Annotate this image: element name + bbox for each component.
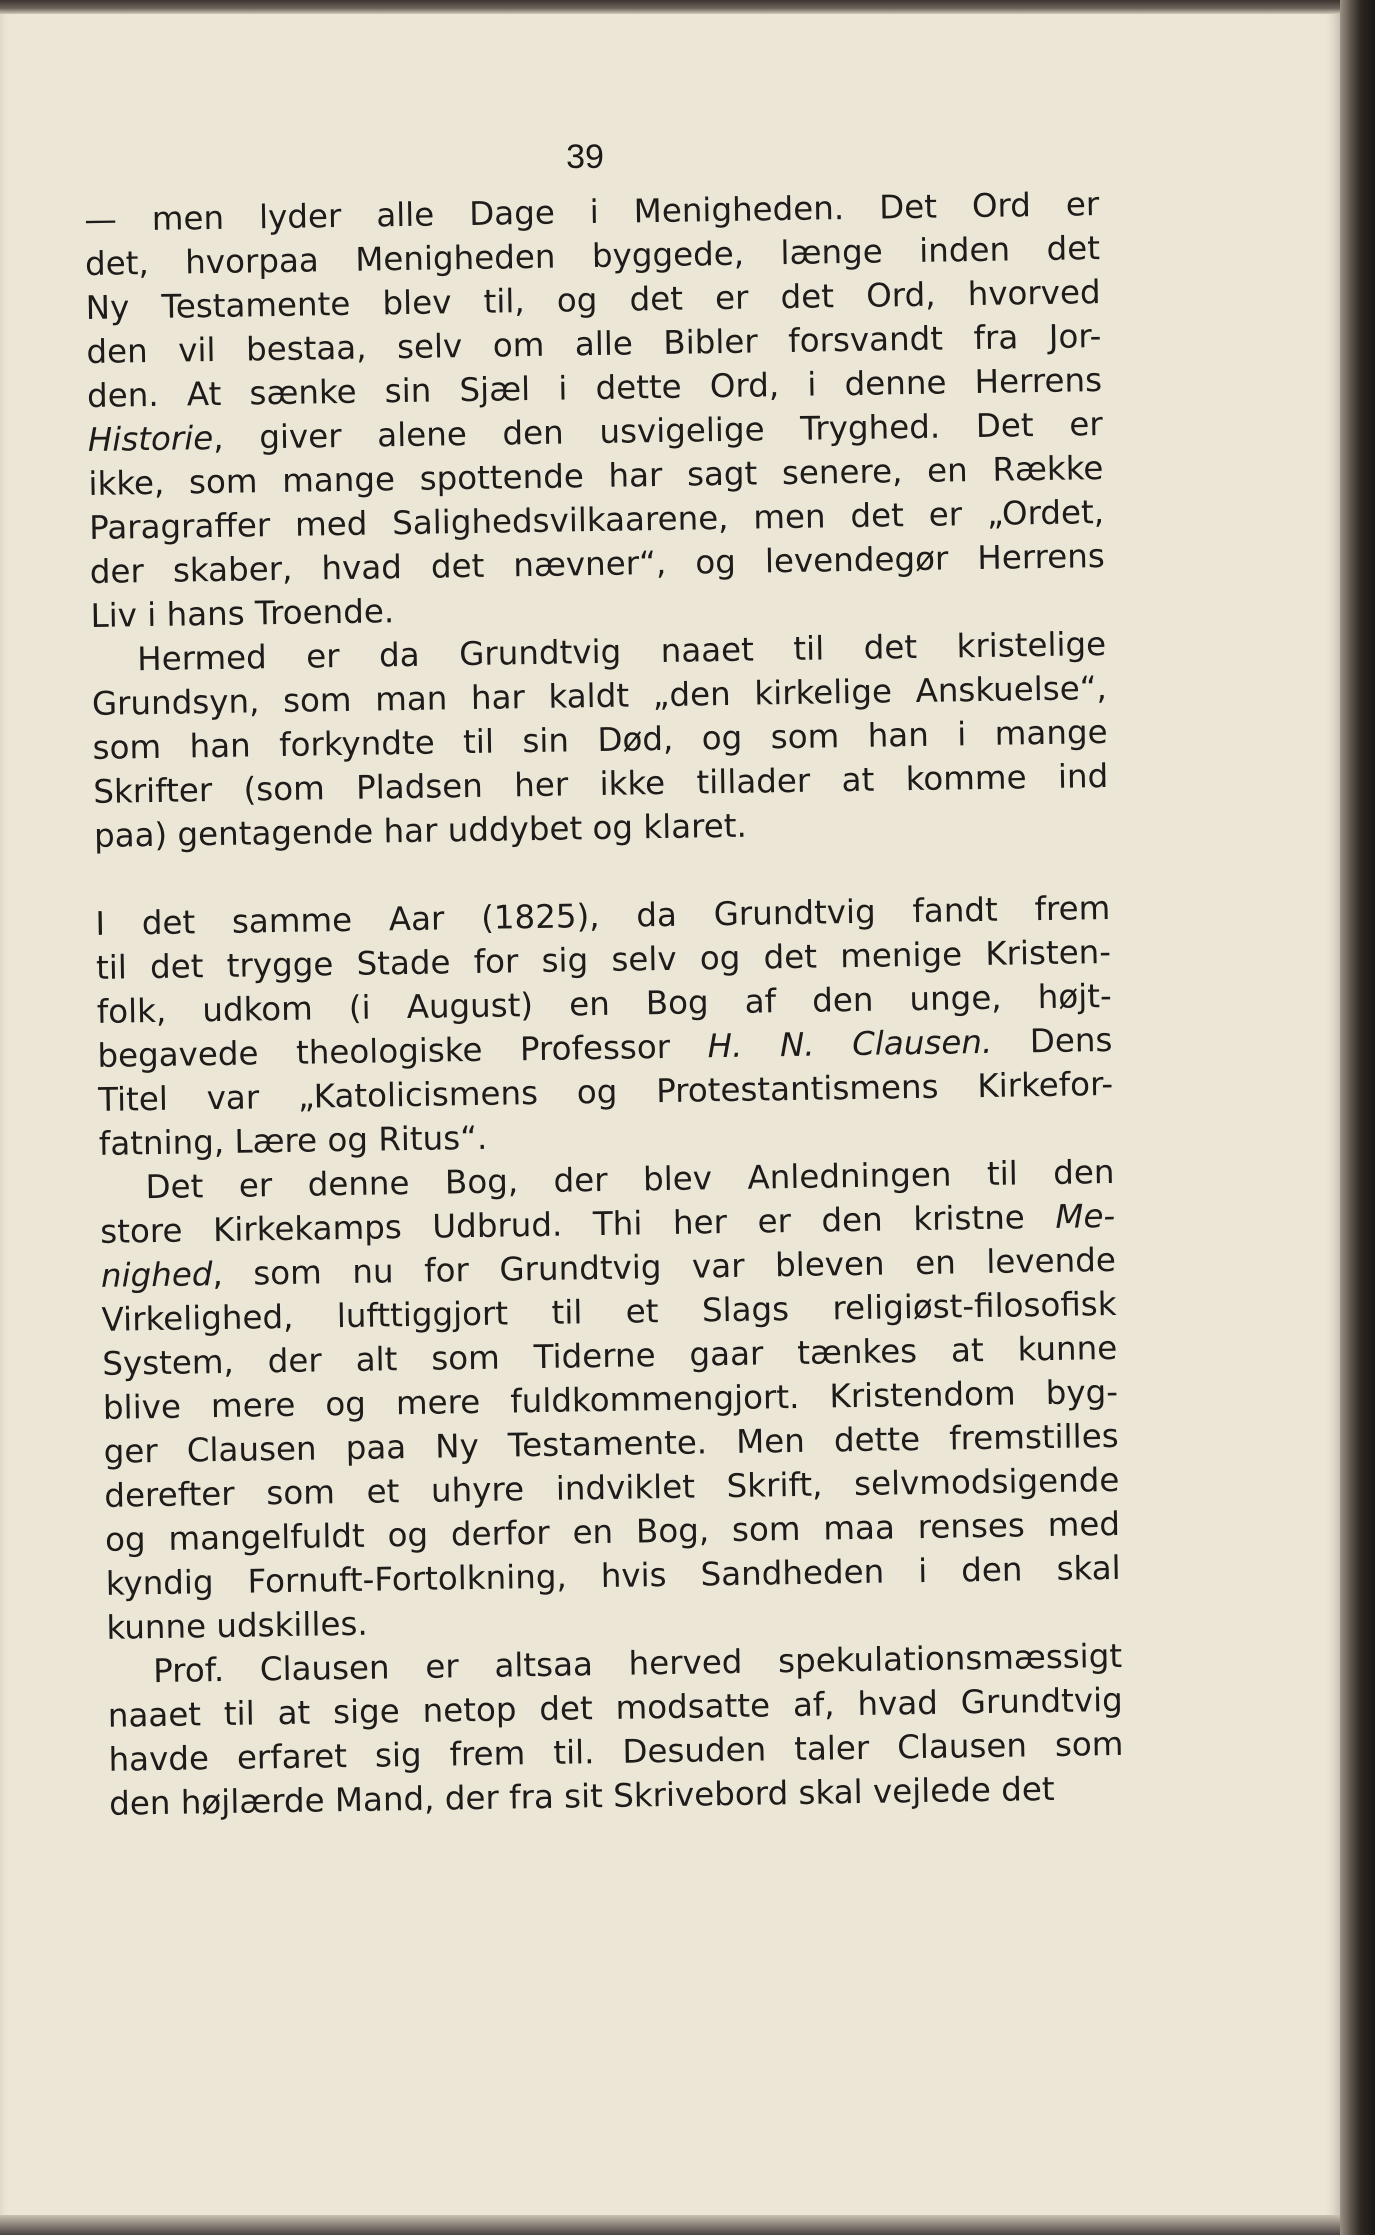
text-line: paa) gentagende har uddybet og klaret. — [93, 806, 748, 855]
text-line: kunne udskilles. — [106, 1604, 369, 1647]
text-line: derefter som et uhyre indviklet Skrift, selvmodsigende — [104, 1460, 1120, 1515]
page-number: 39 — [566, 138, 604, 176]
text-line: Grundsyn, som man har kaldt „den kirkelige Anskuelse“, — [91, 668, 1108, 723]
text-line: Det er denne Bog, der blev Anledningen til den — [145, 1152, 1115, 1207]
paragraph-p2 — [91, 622, 1109, 858]
text-line: Historie, giver alene den usvigelige Tryghed. Det er — [87, 405, 1103, 459]
text-line: nighed, som nu for Grundtvig var bleven en levende — [100, 1240, 1117, 1295]
text-line: Ny Testamente blev til, og det er det Ord, hvorved — [85, 273, 1101, 327]
text-line: Paragraffer med Salighedsvilkaarene, men det er „Ordet, — [88, 493, 1105, 547]
paragraph-p4 — [99, 1150, 1121, 1650]
text-line: den vil bestaa, selv om alle Bibler forsvandt fra Jor- — [86, 317, 1102, 371]
text-line: den. At sænke sin Sjæl i dette Ord, i denne Herrens — [86, 361, 1103, 415]
text-line: det, hvorpaa Menigheden byggede, længe inden det — [84, 229, 1101, 283]
text-line: den højlærde Mand, der fra sit Skrivebord skal vejlede det — [108, 1769, 1055, 1823]
text-line: der skaber, hvad det nævner“, og levendegør Herrens — [89, 537, 1106, 591]
text-line: Titel var „Katolicismens og Protestantismens Kirkefor- — [97, 1064, 1114, 1119]
page-top-edge — [0, 0, 1345, 14]
text-line: Liv i hans Troende. — [90, 592, 395, 635]
text-line: folk, udkom (i August) en Bog af den unge, højt- — [96, 976, 1112, 1031]
text-line: store Kirkekamps Udbrud. Thi her er den kristne Me- — [99, 1196, 1116, 1251]
text-line: og mangelfuldt og derfor en Bog, som maa renses med — [104, 1504, 1121, 1559]
text-line: blive mere og mere fuldkommengjort. Kristendom byg- — [102, 1372, 1119, 1427]
text-line: Virkelighed, lufttiggjort til et Slags religiøst-filosofisk — [101, 1284, 1117, 1339]
text-line: ikke, som mange spottende har sagt senere, en Række — [88, 449, 1104, 503]
text-line: naaet til at sige netop det modsatte af, hvad Grundtvig — [107, 1680, 1124, 1735]
book-spine-edge — [1340, 0, 1375, 2235]
text-line: til det trygge Stade for sig selv og det menige Kristen- — [95, 932, 1112, 987]
text-line: — men lyder alle Dage i Menigheden. Det Ord er — [84, 185, 1100, 239]
text-line: havde erfaret sig frem til. Desuden taler Clausen som — [108, 1724, 1124, 1779]
text-line: System, der alt som Tiderne gaar tænkes at kunne — [102, 1328, 1118, 1383]
paragraph-p1 — [84, 182, 1106, 638]
text-line: Hermed er da Grundtvig naaet til det kristelige — [136, 625, 1107, 679]
text-line: Prof. Clausen er altsaa herved spekulationsmæssigt — [152, 1636, 1123, 1691]
paragraph-p3 — [95, 886, 1114, 1166]
text-line: kyndig Fornuft-Fortolkning, hvis Sandheden i den skal — [105, 1548, 1121, 1603]
text-line: fatning, Lære og Ritus“. — [98, 1118, 488, 1163]
text-line: begavede theologiske Professor H. N. Clausen. Dens — [97, 1020, 1113, 1075]
text-line: I det samme Aar (1825), da Grundtvig fandt frem — [95, 888, 1111, 943]
text-line: som han forkyndte til sin Død, og som han i mange — [92, 712, 1108, 767]
body-text — [84, 182, 1124, 1826]
paragraph-p5 — [107, 1634, 1125, 1826]
text-line: ger Clausen paa Ny Testamente. Men dette fremstilles — [103, 1416, 1119, 1471]
text-line: Skrifter (som Pladsen her ikke tillader at komme ind — [93, 756, 1109, 811]
page-bottom-edge — [0, 2215, 1345, 2235]
